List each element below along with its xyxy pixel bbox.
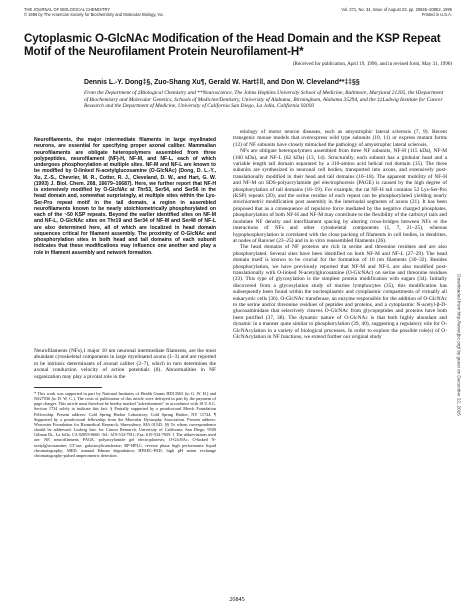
author-list: Dennis L.-Y. Dong‡§, Zuo-Shang Xu¶, Gerald W. Hart‡‖, and Don W. Cleveland**‡‡§§ (84, 79, 360, 86)
article-title: Cytoplasmic O-GlcNAc Modification of the Head Domain and the KSP Repeat Motif of the Neurofilament Protein Neurofilament-H* (24, 32, 441, 58)
download-sidebar (455, 200, 463, 490)
footnotes: * This work was supported in part by National Institutes of Health Grants HD13563 (to G. W. H.) and NS27036 (to D. W. C.). The costs of publication of this article were defrayed in part by the payment of page charges. This article must therefore be hereby marked "advertisement" in accordance with 18 U.S.C. Section 1734 solely to indicate this fact. § Partially supported by a postdoctoral Merck Foundation Fellowship. Present address: Cold Spring Harbor Laboratory, Cold Spring Harbor, NY 11724. ¶ Supported by a postdoctoral fellowship from the Muscular Dystrophy Association. Present address: Worcester Foundation for Biomedical Research, Shrewsbury, MA 01545. §§ To whom correspondence should be addressed: Ludwig Inst. for Cancer Research, University of California, San Diego, 9500 Gilman Dr., La Jolla, CA 92093-0660. Tel.: 619-534-7811; Fax: 619-534-7659. 1 The abbreviations used are: NF, neurofilament; PAGE, polyacrylamide gel electrophoresis; O-GlcNAc, O-linked N-acetylglucosamine; GT'ase, galactosyltransferase; RP-HPLC, reverse phase high performance liquid chromatography; MED, manual Edman degradation; HPAEC-PAD, high pH anion exchange chromatography-pulsed amperometric detection. (34, 391, 216, 458)
printed-line: Printed in U.S.A. (421, 12, 452, 17)
issue-header (341, 7, 452, 17)
body-text-left: Neurofilaments (NFs),1 major 10 nm neuronal intermediate filaments, are the most abundant cytoskeletal components in large myelinated axons (1–3) and are reported to be intrinsic determinants of axonal caliber (2–7), which in turn determines the axonal conduction velocity of action potentials (8). Abnormalities in NF organization may play a pivotal role in the (34, 348, 216, 380)
received-dates: (Received for publication, April 19, 1996, and in revised form, May 31, 1996) (292, 61, 452, 67)
footnote-divider (34, 387, 102, 388)
abstract: Neurofilaments, the major intermediate filaments in large myelinated neurons, are essential for specifying proper axonal caliber. Mammalian neurofilaments are obligate heteropolymers assembled from three polypeptides, neurofilament (NF)-H, NF-M, and NF-L, each of which undergoes phosphorylation at multiple sites. NF-M and NF-L are known to be modified by O-linked N-acetylglucosamine (O-GlcNAc) (Dong, D. L.-Y., Xu, Z.-S., Chevrier, M. R., Cotter, R. J., Cleveland, D. W., and Hart, G. W. (1993) J. Biol. Chem. 268, 16679–16687). Here, we further report that NF-H is extensively modified by O-GlcNAc at Thr53, Ser54, and Ser56 in the head domain and, somewhat surprisingly, at multiple sites within the Lys-Ser-Pro repeat motif in the tail domain, a region in assembled neurofilaments known to be nearly stoichiometrically phosphorylated on each of the ~50 KSP repeats. Beyond the earlier identified sites on NF-M and NF-L, O-GlcNAc sites on Thr19 and Ser34 of NF-M and Ser48 of NF-L are also determined here, all of which are localized in head domain sequences critical for filament assembly. The proximity of O-GlcNAc and phosphorylation sites in both head and tail domains of each subunit indicates that these modifications may influence one another and play a role in filament assembly and network formation. (34, 137, 216, 256)
page-number: 20845 (229, 596, 245, 603)
paragraph: The head domains of NF proteins are rich in serine and threonine residues and are also phosphorylated. Several sites have been identified on both NF-M and NF-L (27–29). The head domain itself is known to be crucial for the formation of 10 nm filaments (30–32). Besides phosphorylation, we have previously reported that NF-M and NF-L are also modified post-translationally with O-linked N-acetylglucosamine (O-GlcNAc) on serine and threonine residues (33). This type of glycosylation is the simplest protein modification with sugars (34). Initially discovered from a glycosylation study of murine lymphocytes (35), this modification has subsequently been found within the nucleoplasmic and cytoplasmic compartments of virtually all eukaryotic cells (36). O-GlcNAc transferase, an enzyme responsible for the addition of O-GlcNAc to the serine and/or threonine residues of peptides and proteins, and a cytoplasmic N-acetyl-β-D-glucosaminidase that selectively cleaves O-GlcNAc from glycopeptides and proteins have both been purified (37, 38). The dynamic nature of O-GlcNAc is that both highly abundant and dynamic in a manner quite similar to phosphorylation (39, 40), suggesting a regulatory role for O-GlcNAcylation in a variety of biological processes. In order to explore the possible role(s) of O-GlcNAcylation in NF functions, we extend further our original study (233, 244, 447, 340)
journal-header (24, 7, 164, 17)
volume-line: Vol. 271, No. 34, Issue of August 23, pp. 20845–20852, 1996 (341, 7, 452, 12)
paragraph: etiology of motor neuron diseases, such as amyotrophic lateral sclerosis (7, 9). Recent transgenic mouse models that overexpress wild type subunits (10, 11) or express mutant forms (12) of NF subunits have closely mimicked the pathology of amyotrophic lateral sclerosis. (233, 129, 447, 148)
body-text-right (233, 129, 447, 340)
journal-name: THE JOURNAL OF BIOLOGICAL CHEMISTRY (24, 7, 111, 12)
download-notice: Downloaded from http://www.jbc.org/ by guest on December 22, 2015 (456, 274, 462, 416)
copyright-line: © 1996 by The American Society for Biochemistry and Molecular Biology, Inc. (24, 12, 165, 17)
paragraph: NFs are obligate heteropolymers assembled from three NF subunits, NF-H (115 kDa), NF-M (100 kDa), and NF-L (62 kDa) (13, 14). Structurally, each subunit has a globular head and a variable length tail domain separated by a 310-amino acid helical rod domain (15). The three subunits are synthesized in neuronal cell bodies, transported into axons, and extensively post-translationally modified in their head and tail domains (16–18). The apparent mobility of NF-H and NF-M on SDS-polyacrylamide gel electrophoresis (PAGE) is caused by the high degree of phosphorylation of tail domains (16–19). For example, the rat NF-H tail contains 52 Lys-Ser-Pro (KSP) repeats (20), and the serine residue of each repeat can be phosphorylated yielding nearly stoichiometric modification post assembly in the internodal segments of axons (21). It has been proposed that as a consequence of repulsive force mediated by the negative charged phosphates, phosphorylation of both NF-H and NF-M may contribute to the flexibility of the carboxyl tails and modulate NF density and interfilament spacing by altering cross-bridges between NFs or the interactions of NFs and other cytoskeletal components (1, 7, 21–25), whereas hypophosphorylation is correlated with the close packing of filaments in cell bodies, in dendrites, at nodes of Ranvier (23–25) and in in vitro reassembled filaments (26). (233, 148, 447, 244)
affiliations: From the Department of ‡Biological Chemistry and **Neuroscience, The Johns Hopkins University School of Medicine, Baltimore, Maryland 21205, the ‖Department of Biochemistry and Molecular Genetics, Schools of Medicine/Dentistry, University of Alabama, Birmingham, Alabama 35294, and the ‡‡Ludwig Institute for Cancer Research and the Department of Medicine, University of California San Diego, La Jolla, California 92093 (84, 90, 444, 109)
